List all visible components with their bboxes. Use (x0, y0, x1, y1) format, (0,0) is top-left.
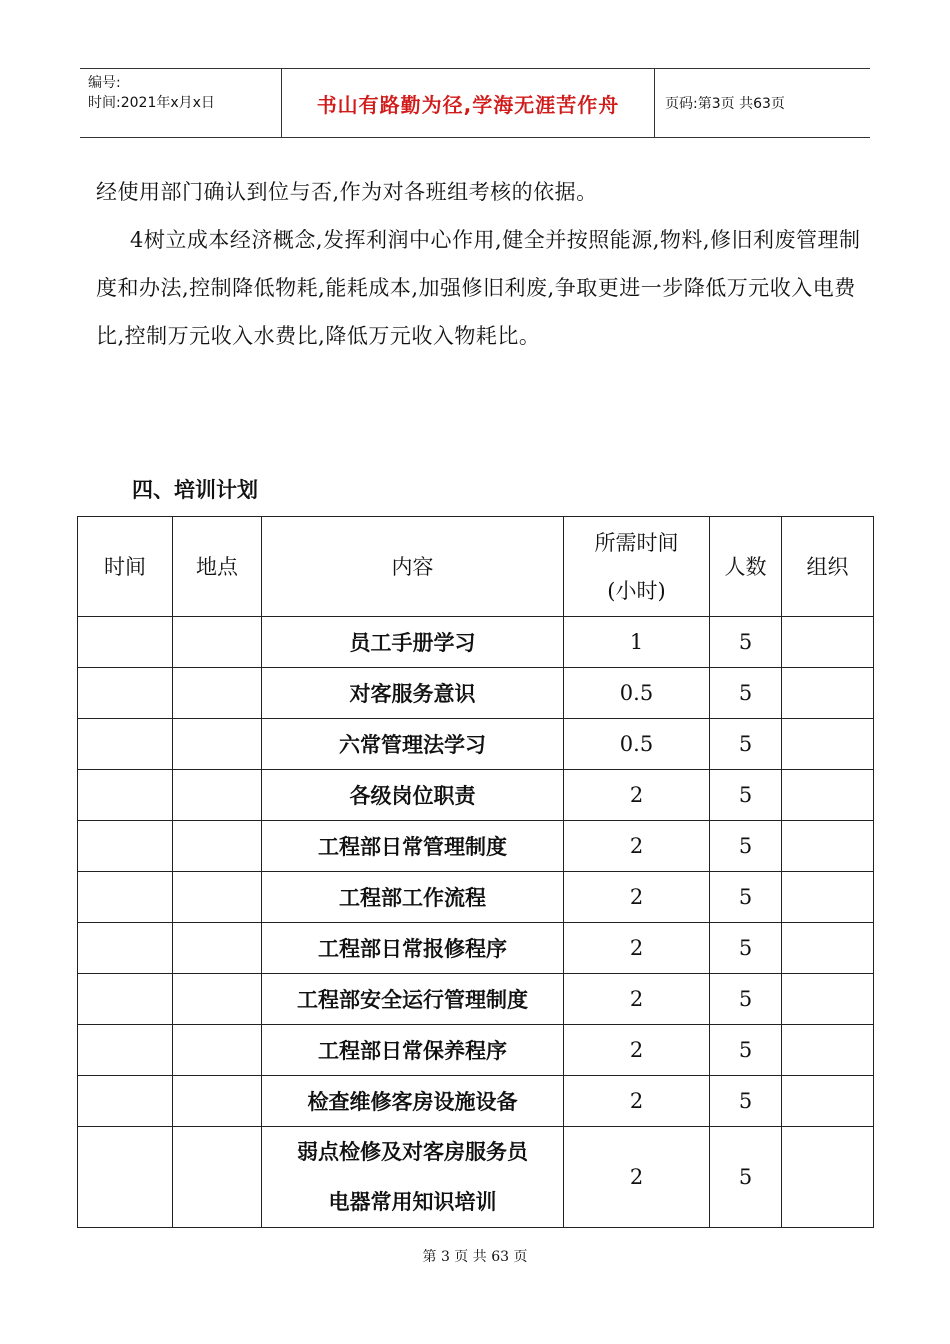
cell-place (173, 872, 262, 923)
table-row (78, 719, 874, 770)
header-hours (564, 517, 710, 617)
cell-time (78, 1127, 173, 1228)
table-row (78, 1076, 874, 1127)
cell-time (78, 770, 173, 821)
section-title: 四、培训计划 (132, 478, 258, 502)
cell-hours: 0.5 (564, 668, 710, 719)
cell-hours: 2 (564, 872, 710, 923)
page-header (80, 68, 870, 138)
cell-people: 5 (710, 617, 782, 668)
cell-place (173, 668, 262, 719)
cell-organizer (782, 1076, 874, 1127)
cell-organizer (782, 1025, 874, 1076)
page-footer: 第 3 页 共 63 页 (422, 1249, 528, 1265)
cell-content: 工程部工作流程 (262, 872, 564, 923)
cell-hours: 2 (564, 1127, 710, 1228)
header-content: 内容 (262, 517, 564, 617)
cell-organizer (782, 1127, 874, 1228)
cell-hours: 2 (564, 923, 710, 974)
header-hours-line1: 所需时间 (594, 530, 679, 555)
cell-place (173, 974, 262, 1025)
cell-content-line1: 弱点检修及对客房服务员 (297, 1140, 528, 1164)
cell-content: 工程部日常保养程序 (262, 1025, 564, 1076)
table-row (78, 872, 874, 923)
cell-organizer (782, 668, 874, 719)
cell-people: 5 (710, 974, 782, 1025)
cell-place (173, 770, 262, 821)
cell-hours: 1 (564, 617, 710, 668)
cell-place (173, 617, 262, 668)
table-row (78, 1025, 874, 1076)
table-row (78, 1127, 874, 1228)
cell-people: 5 (710, 1076, 782, 1127)
header-time: 时间 (78, 517, 173, 617)
cell-place (173, 821, 262, 872)
table-header-row (78, 517, 874, 617)
cell-hours: 2 (564, 974, 710, 1025)
cell-content: 检查维修客房设施设备 (262, 1076, 564, 1127)
paragraph-1: 经使用部门确认到位与否,作为对各班组考核的依据。 (96, 180, 598, 204)
cell-people: 5 (710, 923, 782, 974)
header-motto: 书山有路勤为径,学海无涯苦作舟 (282, 69, 655, 137)
cell-hours: 2 (564, 1025, 710, 1076)
cell-place (173, 1127, 262, 1228)
table-row (78, 974, 874, 1025)
cell-place (173, 719, 262, 770)
cell-time (78, 617, 173, 668)
cell-organizer (782, 719, 874, 770)
cell-organizer (782, 974, 874, 1025)
cell-people: 5 (710, 872, 782, 923)
table-row (78, 617, 874, 668)
cell-content: 六常管理法学习 (262, 719, 564, 770)
cell-hours: 0.5 (564, 719, 710, 770)
header-place: 地点 (173, 517, 262, 617)
cell-time (78, 1076, 173, 1127)
cell-hours: 2 (564, 770, 710, 821)
cell-place (173, 923, 262, 974)
cell-organizer (782, 923, 874, 974)
cell-content: 各级岗位职责 (262, 770, 564, 821)
cell-organizer (782, 770, 874, 821)
cell-time (78, 872, 173, 923)
cell-hours: 2 (564, 821, 710, 872)
cell-time (78, 1025, 173, 1076)
number-label: 编号: (88, 75, 121, 91)
table-row (78, 770, 874, 821)
cell-people: 5 (710, 668, 782, 719)
cell-time (78, 719, 173, 770)
table-row (78, 821, 874, 872)
header-people: 人数 (710, 517, 782, 617)
paragraph-2: 4树立成本经济概念,发挥利润中心作用,健全并按照能源,物料,修旧利废管理制度和办法,控制降低物耗,能耗成本,加强修旧利废,争取更进一步降低万元收入电费比,控制万元收入水费比,降低万元收入物耗比。 (96, 228, 861, 348)
cell-organizer (782, 872, 874, 923)
cell-people: 5 (710, 1025, 782, 1076)
cell-time (78, 974, 173, 1025)
training-plan-table (77, 516, 874, 1228)
cell-content: 工程部日常管理制度 (262, 821, 564, 872)
table-row (78, 923, 874, 974)
header-meta (80, 69, 282, 137)
cell-time (78, 668, 173, 719)
cell-place (173, 1025, 262, 1076)
cell-content: 员工手册学习 (262, 617, 564, 668)
cell-content-line2: 电器常用知识培训 (328, 1190, 497, 1214)
cell-content: 工程部日常报修程序 (262, 923, 564, 974)
cell-people: 5 (710, 770, 782, 821)
cell-content: 工程部安全运行管理制度 (262, 974, 564, 1025)
cell-place (173, 1076, 262, 1127)
header-page-info: 页码:第3页 共63页 (665, 96, 785, 112)
cell-time (78, 923, 173, 974)
cell-people: 5 (710, 821, 782, 872)
header-organizer: 组织 (782, 517, 874, 617)
cell-people: 5 (710, 1127, 782, 1228)
cell-content (262, 1127, 564, 1228)
cell-time (78, 821, 173, 872)
cell-people: 5 (710, 719, 782, 770)
cell-hours: 2 (564, 1076, 710, 1127)
cell-content: 对客服务意识 (262, 668, 564, 719)
cell-organizer (782, 617, 874, 668)
table-row (78, 668, 874, 719)
header-hours-line2: (小时) (607, 578, 666, 603)
cell-organizer (782, 821, 874, 872)
time-label: 时间:2021年x月x日 (88, 95, 215, 111)
